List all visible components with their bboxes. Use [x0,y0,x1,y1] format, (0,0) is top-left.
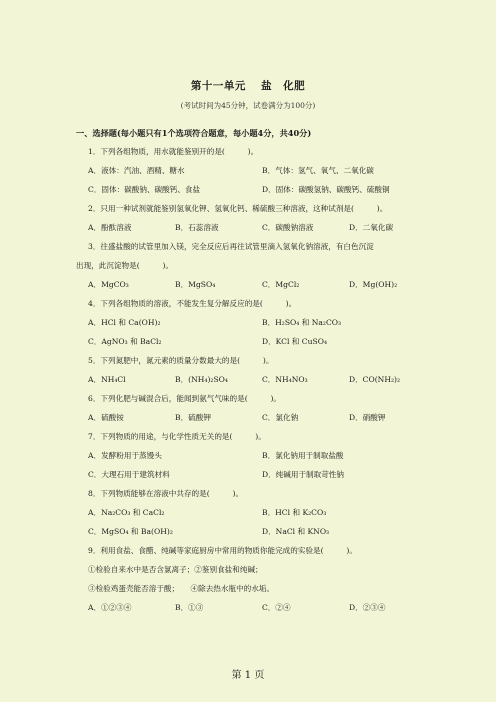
q8-option-d: D．NaCl 和 KNO₃ [262,527,330,536]
q2-option-a: A．酚酞溶液 [88,223,132,232]
q7-option-d: D．纯碱用于制取苛性钠 [262,470,345,479]
q4-option-d: D．KCl 和 CuSO₄ [262,337,327,346]
q5-option-c: C．NH₄NO₃ [262,375,308,384]
q8-option-b: B．HCl 和 K₂CO₃ [262,508,327,517]
q2-option-b: B．石蕊溶液 [175,223,219,232]
question-1-stem: 1．下列各组物质，用水就能鉴别开的是( )。 [88,147,259,156]
question-9-stem: 9．利用食盐、食醋、纯碱等家庭厨房中常用的物质你能完成的实验是( )。 [88,546,357,555]
q7-option-a: A．发酵粉用于蒸馒头 [88,451,162,460]
q9-option-a: A．①②③④ [88,603,132,612]
question-4-stem: 4．下列各组物质的溶液，不能发生复分解反应的是( )。 [88,299,297,308]
q7-option-b: B．氯化钠用于制取盐酸 [262,451,344,460]
q8-option-c: C．MgSO₄ 和 Ba(OH)₂ [88,527,173,536]
q4-option-a: A．HCl 和 Ca(OH)₂ [88,318,161,327]
document-title: 第十一单元 盐 化肥 [190,80,306,92]
question-6-stem: 6．下列化肥与碱混合后，能闻到氨气气味的是( )。 [88,394,282,403]
q1-option-d: D．固体：碳酸氢钠、碳酸钙、硫酸铜 [262,185,390,194]
exam-info: (考试时间为45分钟，试卷满分为100分) [180,101,316,110]
q5-option-b: B．(NH₄)₂SO₄ [175,375,228,384]
page-number: 第 1 页 [231,670,265,681]
q6-option-c: C．氯化钠 [262,413,299,422]
question-2-stem: 2．只用一种试剂就能鉴别氢氧化钾、氢氧化钙、稀硫酸三种溶液，这种试剂是( )。 [88,204,388,213]
q2-option-c: C．碳酸钠溶液 [262,223,314,232]
section-heading: 一、选择题(每小题只有1个选项符合题意，每小题4分，共40分) [76,128,312,138]
q1-option-b: B．气体：氢气、氧气、二氧化碳 [262,166,374,175]
q9-item-line-2: ③检验鸡蛋壳能否溶于酸； ④除去热水瓶中的水垢。 [88,584,275,593]
q8-option-a: A．Na₂CO₃ 和 CaCl₂ [88,508,165,517]
q1-option-c: C．固体：碳酸钠、碳酸钙、食盐 [88,185,201,194]
q3-option-d: D．Mg(OH)₂ [349,280,398,289]
q6-option-a: A．硫酸铵 [88,413,124,422]
question-3-stem-cont: 出现，此沉淀物是( )。 [76,261,174,270]
q6-option-b: B．硫酸钾 [175,413,211,422]
question-5-stem: 5．下列氮肥中，氮元素的质量分数最大的是( )。 [88,356,274,365]
q9-option-d: D．②③④ [349,603,386,612]
q3-option-a: A．MgCO₃ [88,280,129,289]
q5-option-a: A．NH₄Cl [88,375,126,384]
q3-option-b: B．MgSO₄ [175,280,216,289]
q9-option-c: C．②④ [262,603,291,612]
q9-item-line-1: ①检验自来水中是否含氯离子；②鉴别食盐和纯碱； [88,565,263,574]
q1-option-a: A．液体：汽油、酒精、糖水 [88,166,185,175]
question-8-stem: 8．下列物质能够在溶液中共存的是( )。 [88,489,244,498]
q7-option-c: C．大理石用于建筑材料 [88,470,170,479]
q2-option-d: D．二氧化碳 [349,223,394,232]
question-7-stem: 7．下列物质的用途，与化学性质无关的是( )。 [88,432,266,441]
q5-option-d: D．CO(NH₂)₂ [349,375,400,384]
q3-option-c: C．MgCl₂ [262,280,300,289]
q9-option-b: B．①③ [175,603,204,612]
q4-option-c: C．AgNO₃ 和 BaCl₂ [88,337,162,346]
q6-option-d: D．硝酸钾 [349,413,386,422]
question-3-stem: 3．往盛盐酸的试管里加入镁，完全反应后再往试管里滴入氢氧化钠溶液，有白色沉淀 [88,242,374,251]
q4-option-b: B．H₂SO₄ 和 Na₂CO₃ [262,318,342,327]
